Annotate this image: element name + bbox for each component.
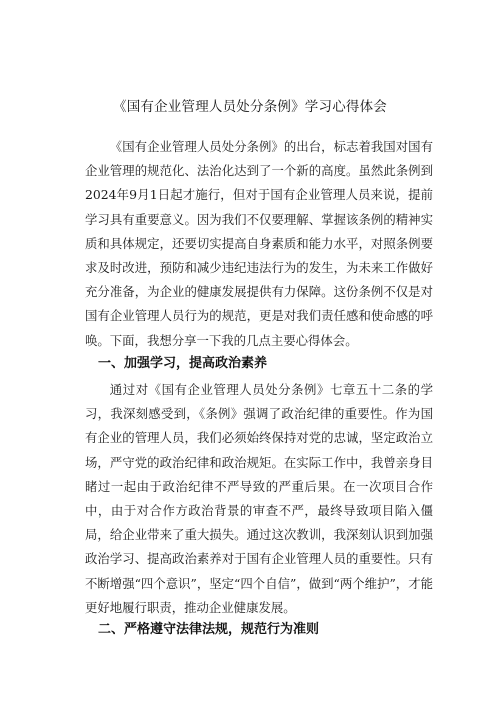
- section-heading-2: 二、严格遵守法律法规，规范行为准则: [98, 622, 320, 637]
- document-title: 《国有企业管理人员处分条例》学习心得体会: [113, 99, 387, 115]
- intro-paragraph: 《国有企业管理人员处分条例》的出台，标志着我国对国有企业管理的规范化、法治化达到了一个新的高度。虽然此条例到2024年9月1日起才施行，但对于国有企业管理人员来说，提前学习具有重要意义。因为我们不仅要理解、掌握该条例的精神实质和具体规定，还要切实提高自身素质和能力水平，对照条例要求及时改进，预防和减少违纪违法行为的发生，为未来工作做好充分准备，为企业的健康发展提供有力保障。这份条例不仅是对国有企业管理人员行为的规范，更是对我们责任感和使命感的呼唤。下面，我想分享一下我的几点主要心得体会。: [85, 139, 433, 348]
- section-heading-1: 一、加强学习，提高政治素养: [98, 356, 268, 371]
- section-paragraph-1: 通过对《国有企业管理人员处分条例》七章五十二条的学习，我深刻感受到，《条例》强调了政治纪律的重要性。作为国有企业的管理人员，我们必须始终保持对党的忠诚，坚定政治立场，严守党的政治纪律和政治规矩。在实际工作中，我曾亲身目睹过一起由于政治纪律不严导致的严重后果。在一次项目合作中，由于对合作方政治背景的审查不严，最终导致项目陷入僵局，给企业带来了重大损失。通过这次教训，我深刻认识到加强政治学习、提高政治素养对于国有企业管理人员的重要性。只有不断增强“四个意识”，坚定“四个自信”，做到“两个维护”，才能更好地履行职责，推动企业健康发展。: [85, 382, 433, 615]
